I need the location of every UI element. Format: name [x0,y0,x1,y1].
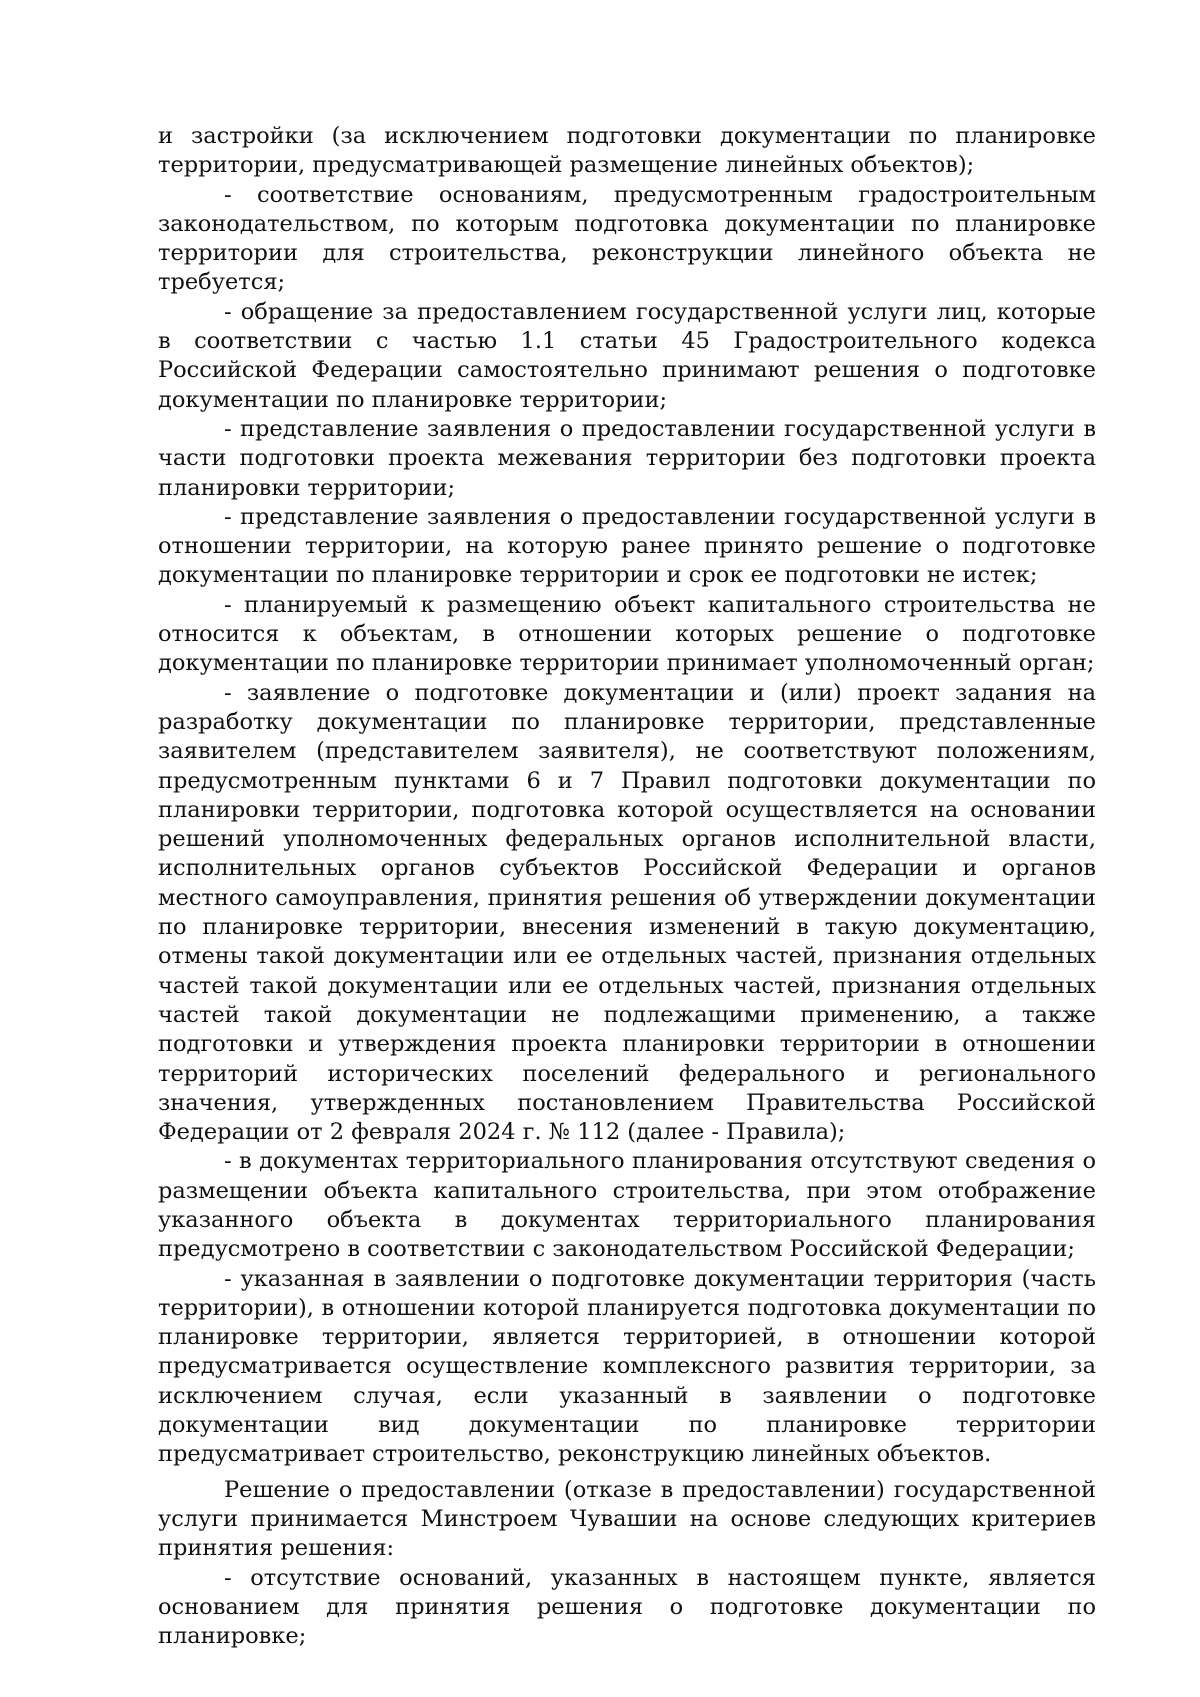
paragraph-list-item: - представление заявления о предоставлении государственной услуги в отношении территории, на которую ранее принято решение о подготовке документации по планировке территории и срок ее подготовки не истек; [158,503,1096,589]
paragraph-list-item: - в документах территориального планирования отсутствуют сведения о размещении объекта капитального строительства, при этом отображение указанного объекта в документах территориального планирования предусмотрено в соответствии с законодательством Российской Федерации; [158,1148,1096,1263]
paragraph-list-item: - соответствие основаниям, предусмотренным градостроительным законодательством, по которым подготовка документации по планировке территории для строительства, реконструкции линейного объекта не требуется; [158,181,1096,296]
paragraph-list-item: - заявление о подготовке документации и (или) проект задания на разработку документации по планировке территории, представленные заявителем (представителем заявителя), не соответствуют положениям, предусмотренным пунктами 6 и 7 Правил подготовки документации по планировки территории, подготовка которой осуществляется на основании решений уполномоченных федеральных органов исполнительной власти, исполнительных органов субъектов Российской Федерации и органов местного самоуправления, принятия решения об утверждении документации по планировке территории, внесения изменений в такую документацию, отмены такой документации или ее отдельных частей, признания отдельных частей такой документации или ее отдельных частей, признания отдельных частей такой документации не подлежащими применению, а также подготовки и утверждения проекта планировки территории в отношении территорий исторических поселений федерального и регионального значения, утвержденных постановлением Правительства Российской Федерации от 2 февраля 2024 г. № 112 (далее - Правила); [158,679,1096,1146]
paragraph-continuation: и застройки (за исключением подготовки документации по планировке территории, предусматривающей размещение линейных объектов); [158,123,1096,179]
paragraph-decision: Решение о предоставлении (отказе в предоставлении) государственной услуги принимается Минстроем Чувашии на основе следующих критериев принятия решения: [158,1476,1096,1562]
paragraph-list-item: - планируемый к размещению объект капитального строительства не относится к объектам, в отношении которых решение о подготовке документации по планировке территории принимает уполномоченный орган; [158,591,1096,677]
paragraph-list-item: - указанная в заявлении о подготовке документации территория (часть территории), в отношении которой планируется подготовка документации по планировке территории, является территорией, в отношении которой предусматривается осуществление комплексного развития территории, за исключением случая, если указанный в заявлении о подготовке документации вид документации по планировке территории предусматривает строительство, реконструкцию линейных объектов. [158,1265,1096,1468]
document-body [158,122,1096,1651]
paragraph-list-item: - отсутствие оснований, указанных в настоящем пункте, является основанием для принятия решения о подготовке документации по планировке; [158,1564,1096,1650]
paragraph-list-item: - представление заявления о предоставлении государственной услуги в части подготовки проекта межевания территории без подготовки проекта планировки территории; [158,415,1096,501]
paragraph-list-item: - обращение за предоставлением государственной услуги лиц, которые в соответствии с частью 1.1 статьи 45 Градостроительного кодекса Российской Федерации самостоятельно принимают решения о подготовке документации по планировке территории; [158,298,1096,413]
